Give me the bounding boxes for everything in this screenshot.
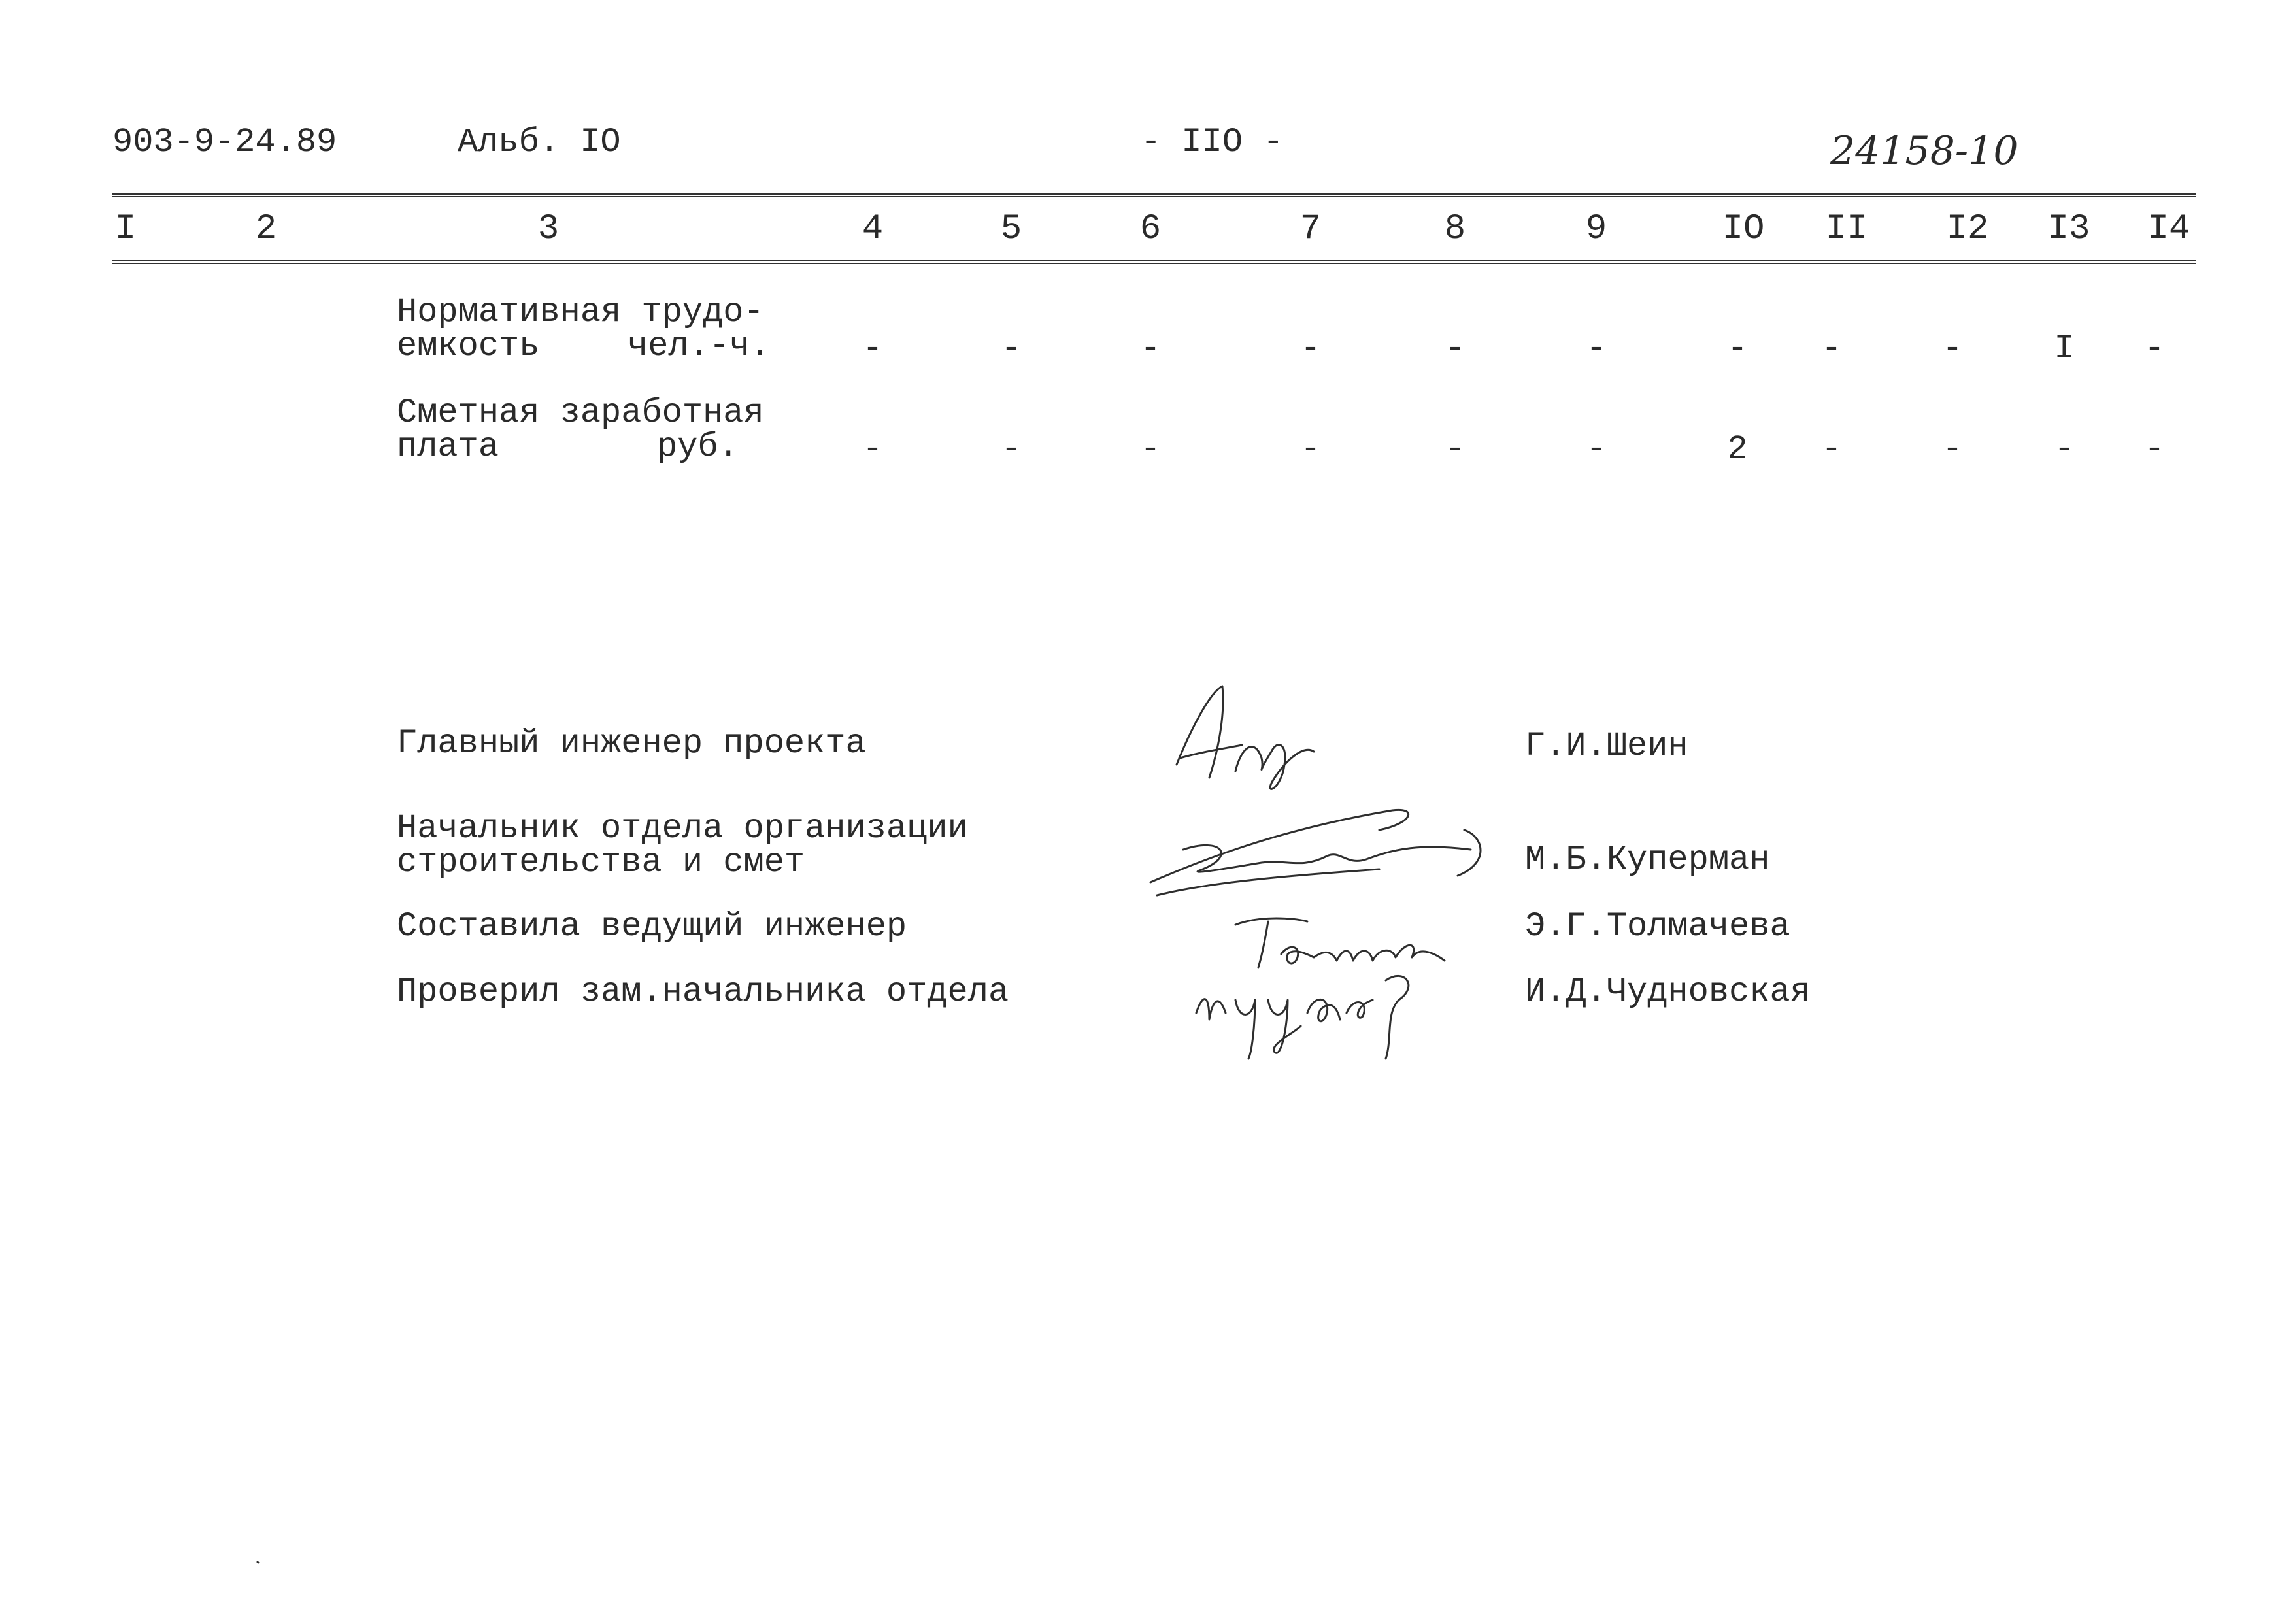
column-number: 6: [1139, 209, 1162, 249]
signer-name: Г.И.Шеин: [1525, 727, 1688, 765]
table-cell: -: [862, 329, 883, 368]
table-cell: -: [1942, 329, 1963, 368]
table-cell: -: [1942, 430, 1963, 469]
header-rule-bottom: [112, 260, 2196, 264]
table-cell: -: [1300, 329, 1321, 368]
table-cell: -: [1140, 329, 1161, 368]
table-cell: -: [1821, 329, 1842, 368]
row-label-line1: Сметная заработная: [397, 393, 764, 432]
column-number: I: [114, 209, 137, 249]
column-number: 5: [1000, 209, 1022, 249]
signer-role: Главный инженер проекта: [397, 724, 866, 763]
column-number: 8: [1444, 209, 1466, 249]
signer-role-line2: строительства и смет: [397, 843, 805, 882]
row-unit: чел.-ч.: [628, 327, 771, 365]
column-number: I2: [1946, 209, 1989, 249]
document-code: 903-9-24.89: [112, 123, 337, 161]
table-cell: -: [1445, 329, 1466, 368]
table-cell: -: [1727, 329, 1748, 368]
table-cell: -: [1586, 329, 1607, 368]
table-cell: -: [1586, 430, 1607, 469]
column-number: IO: [1722, 209, 1765, 249]
column-number: 2: [255, 209, 277, 249]
table-cell: -: [1001, 329, 1022, 368]
row-label-line2: плата: [397, 427, 499, 466]
table-cell: -: [1445, 430, 1466, 469]
table-cell: I: [2054, 329, 2075, 368]
signature-sheyn: [1164, 680, 1347, 810]
table-cell: -: [862, 430, 883, 469]
column-number: I4: [2147, 209, 2190, 249]
table-cell: -: [2144, 430, 2165, 469]
signature-kuperman: [1144, 804, 1510, 908]
inventory-number: 24158-10: [1830, 128, 2019, 174]
table-cell: 2: [1727, 430, 1748, 469]
row-unit: руб.: [657, 427, 739, 466]
column-number: 9: [1585, 209, 1607, 249]
table-cell: -: [1001, 430, 1022, 469]
row-label-line2: емкость: [397, 327, 540, 365]
signer-name: И.Д.Чудновская: [1525, 972, 1811, 1011]
scan-speck: [256, 1561, 260, 1565]
signer-role: Начальник отдела организации: [397, 809, 968, 848]
column-number: I3: [2047, 209, 2090, 249]
table-cell: -: [1300, 430, 1321, 469]
column-number: II: [1825, 209, 1868, 249]
table-cell: -: [2054, 430, 2075, 469]
table-cell: -: [1821, 430, 1842, 469]
column-number: 3: [537, 209, 560, 249]
signer-name: Э.Г.Толмачева: [1525, 907, 1790, 946]
column-number: 4: [862, 209, 884, 249]
signer-role: Проверил зам.начальника отдела: [397, 972, 1009, 1011]
header-rule-top: [112, 193, 2196, 197]
album-number: Альб. IO: [458, 123, 621, 161]
table-cell: -: [2144, 329, 2165, 368]
table-cell: -: [1140, 430, 1161, 469]
signer-name: М.Б.Куперман: [1525, 840, 1770, 879]
column-number: 7: [1299, 209, 1322, 249]
signature-chudnovskaya: [1190, 961, 1451, 1065]
row-label-line1: Нормативная трудо-: [397, 293, 764, 331]
signer-role: Составила ведущий инженер: [397, 907, 907, 946]
page-number: - IIO -: [1141, 123, 1284, 161]
